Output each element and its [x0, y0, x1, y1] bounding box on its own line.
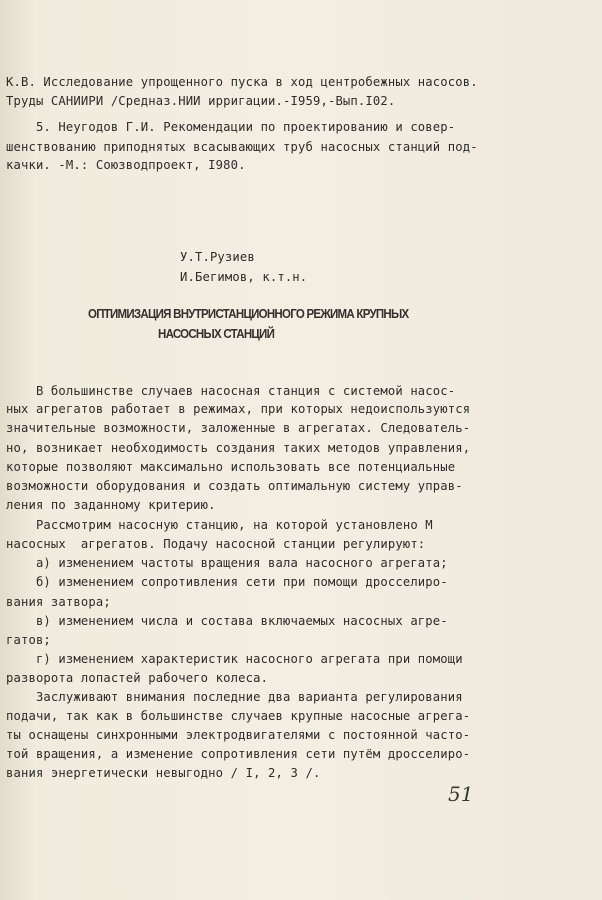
body-line: возможности оборудования и создать оптимальную систему управ-: [6, 479, 463, 493]
reference-line: Труды САНИИРИ /Средназ.НИИ ирригации.-I959,-Вып.I02.: [6, 94, 396, 108]
body-line: той вращения, а изменение сопротивления сети путём дросселиро-: [6, 747, 471, 761]
body-line: значительные возможности, заложенные в агрегатах. Следователь-: [6, 421, 471, 435]
body-line: б) изменением сопротивления сети при помощи дросселиро-: [6, 575, 448, 589]
body-line: вания энергетически невыгодно / I, 2, 3 /.: [6, 766, 321, 780]
body-line: насосных агрегатов. Подачу насосной станции регулируют:: [6, 537, 426, 551]
reference-line: качки. -М.: Союзводпроект, I980.: [6, 158, 246, 172]
reference-line: К.В. Исследование упрощенного пуска в ход центробежных насосов.: [6, 75, 478, 89]
body-line: гатов;: [6, 633, 51, 647]
reference-line: 5. Неугодов Г.И. Рекомендации по проектированию и совер-: [6, 120, 456, 134]
body-line: Рассмотрим насосную станцию, на которой установлено M: [6, 518, 433, 532]
body-line: подачи, так как в большинстве случаев крупные насосные агрега-: [6, 709, 471, 723]
body-line: В большинстве случаев насосная станция с системой насос-: [6, 384, 456, 398]
author-name: У.Т.Рузиев: [180, 250, 255, 264]
body-line: в) изменением числа и состава включаемых насосных агре-: [6, 614, 448, 628]
body-line: г) изменением характеристик насосного агрегата при помощи: [6, 652, 463, 666]
body-line: которые позволяют максимально использовать все потенциальные: [6, 460, 456, 474]
body-line: ных агрегатов работает в режимах, при которых недоиспользуются: [6, 402, 471, 416]
body-line: а) изменением частоты вращения вала насосного агрегата;: [6, 556, 448, 570]
article-title-line-1: ОПТИМИЗАЦИЯ ВНУТРИСТАНЦИОННОГО РЕЖИМА КРУПНЫХ: [88, 307, 409, 321]
author-name: И.Бегимов, к.т.н.: [180, 270, 308, 284]
body-line: разворота лопастей рабочего колеса.: [6, 671, 269, 685]
body-line: ты оснащены синхронными электродвигателями с постоянной часто-: [6, 728, 471, 742]
body-line: вания затвора;: [6, 595, 111, 609]
body-line: Заслуживают внимания последние два варианта регулирования: [6, 690, 463, 704]
article-title-line-2: НАСОСНЫХ СТАНЦИЙ: [158, 327, 275, 341]
body-line: ления по заданному критерию.: [6, 498, 216, 512]
page-number: 51: [448, 782, 474, 806]
body-line: но, возникает необходимость создания таких методов управления,: [6, 441, 471, 455]
reference-line: шенствованию приподнятых всасывающих труб насосных станций под-: [6, 140, 478, 154]
